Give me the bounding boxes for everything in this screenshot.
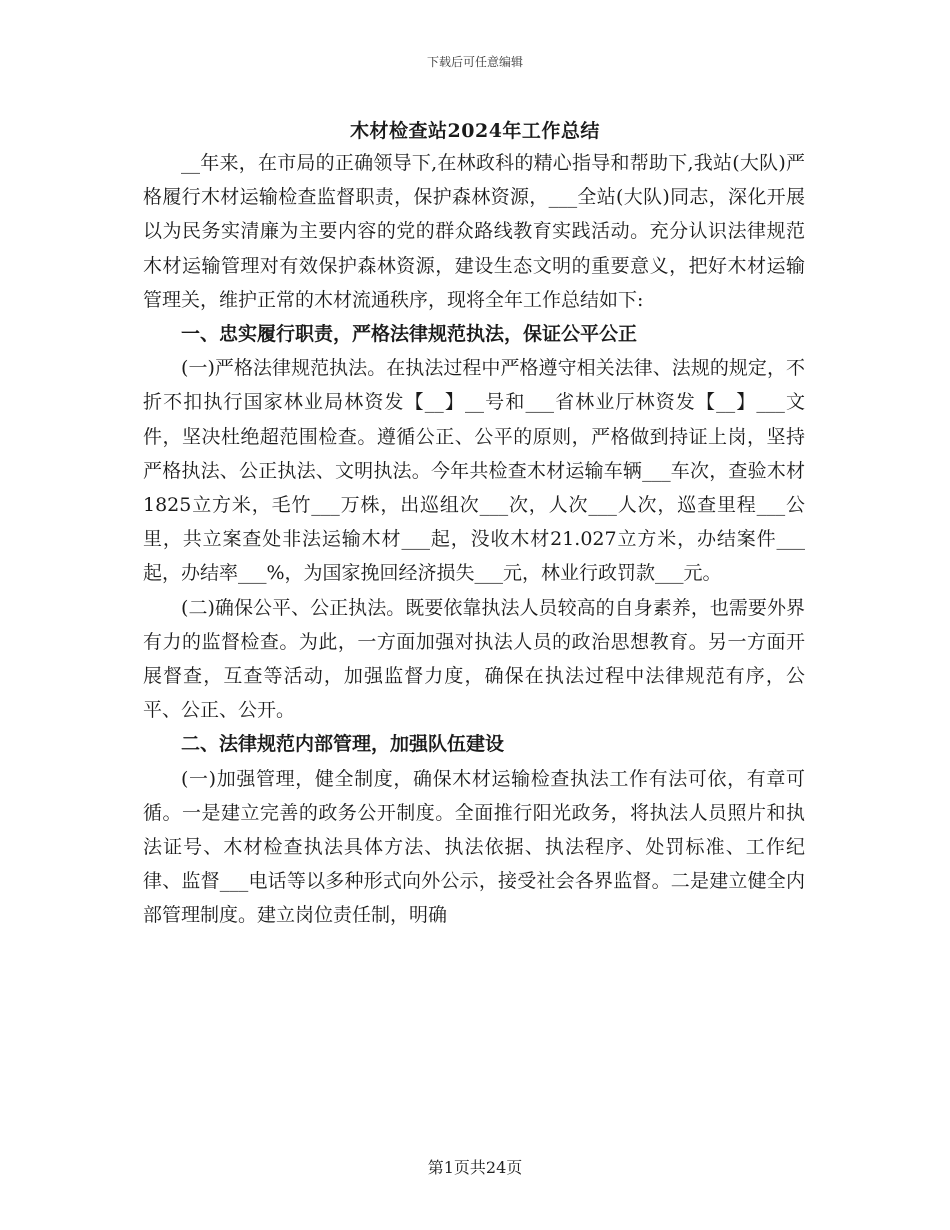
page-header-note: 下载后可任意编辑	[426, 55, 523, 69]
document-body	[143, 146, 805, 933]
page-footer: 第1页共24页	[427, 1158, 523, 1177]
document-title: 木材检查站2024年工作总结	[350, 120, 600, 142]
section2-paragraph-1: (一)加强管理，健全制度，确保木材运输检查执法工作有法可依，有章可循。一是建立完善的政务公开制度。全面推行阳光政务，将执法人员照片和执法证号、木材检查执法具体方法、执法依据、执法程序、处罚标准、工作纪律、监督___电话等以多种形式向外公示，接受社会各界监督。二是建立健全内部管理制度。建立岗位责任制，明确	[143, 767, 805, 927]
section1-paragraph-1: (一)严格法律规范执法。在执法过程中严格遵守相关法律、法规的规定，不折不扣执行国家林业局林资发【__】__号和___省林业厅林资发【__】___文件，坚决杜绝超范围检查。遵循公正、公平的原则，严格做到持证上岗，坚持严格执法、公正执法、文明执法。今年共检查木材运输车辆___车次，查验木材1825立方米，毛竹___万株，出巡组次___次，人次___人次，巡查里程___公里，共立案查处非法运输木材___起，没收木材21.027立方米，办结案件___起，办结率___%，为国家挽回经济损失___元，林业行政罚款___元。	[143, 357, 805, 585]
section-heading-2: 二、法律规范内部管理，加强队伍建设	[181, 733, 505, 756]
section1-paragraph-2: (二)确保公平、公正执法。既要依靠执法人员较高的自身素养，也需要外界有力的监督检查。为此，一方面加强对执法人员的政治思想教育。另一方面开展督查，互查等活动，加强监督力度，确保在执法过程中法律规范有序，公平、公正、公开。	[143, 596, 805, 722]
section-heading-1: 一、忠实履行职责，严格法律规范执法，保证公平公正	[181, 323, 638, 346]
intro-paragraph: __年来，在市局的正确领导下,在林政科的精心指导和帮助下,我站(大队)严格履行木材运输检查监督职责，保护森林资源，___全站(大队)同志，深化开展以为民务实清廉为主要内容的党的群众路线教育实践活动。充分认识法律规范木材运输管理对有效保护森林资源，建设生态文明的重要意义，把好木材运输管理关，维护正常的木材流通秩序，现将全年工作总结如下:	[143, 152, 805, 311]
